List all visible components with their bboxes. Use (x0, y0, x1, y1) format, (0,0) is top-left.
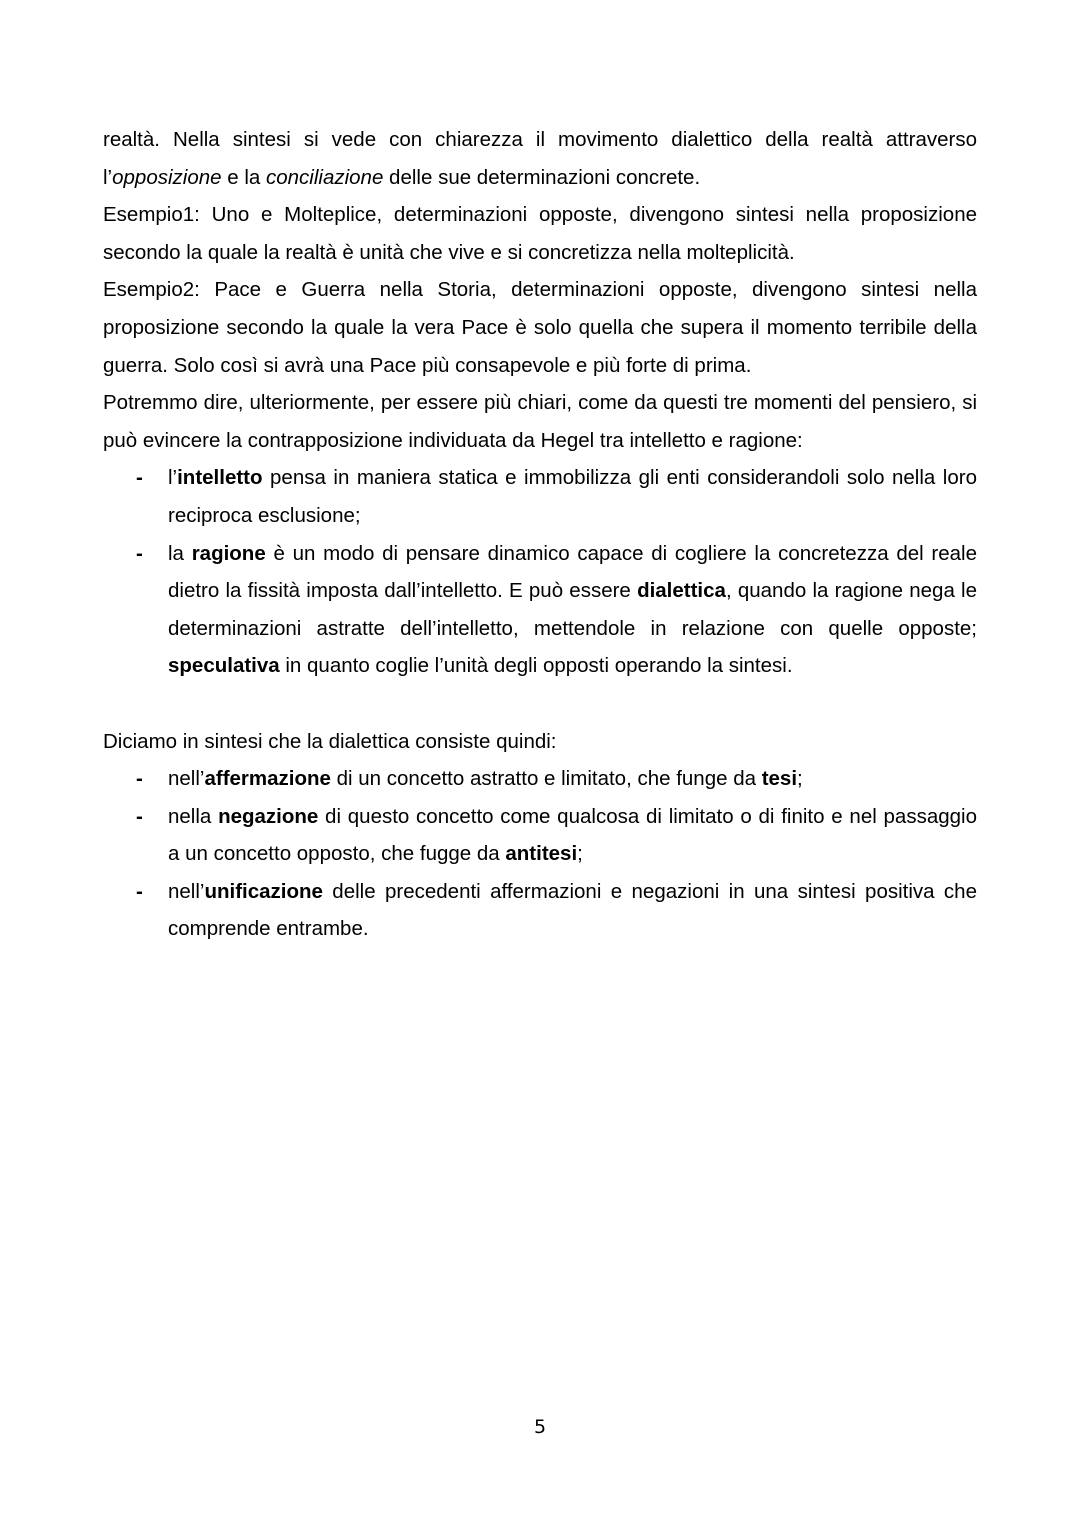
text-span: nell’ (168, 879, 205, 903)
bold-term-dialettica: dialettica (637, 579, 726, 603)
bold-term-ragione: ragione (191, 541, 266, 565)
italic-term-opposizione: opposizione (112, 165, 222, 189)
bold-term-negazione: negazione (218, 804, 319, 828)
text-span: delle sue determinazioni concrete. (383, 165, 701, 189)
example-1: Esempio1: Uno e Molteplice, determinazioni opposte, divengono sintesi nella proposizione secondo la quale la realtà è unità che vive e si concretizza nella molteplicità. (103, 203, 977, 264)
list-item-negazione (103, 798, 977, 873)
text-span: di un concetto astratto e limitato, che funge da (330, 767, 762, 791)
intro-paragraph: Potremmo dire, ulteriormente, per essere più chiari, come da questi tre momenti del pensiero, si può evincere la contrapposizione individuata da Hegel tra intelletto e ragione: (103, 391, 977, 452)
dialettica-moments-list (103, 760, 977, 948)
bold-term-affermazione: affermazione (204, 767, 331, 791)
text-span: in quanto coglie l’unità degli opposti operando la sintesi. (279, 654, 793, 678)
bold-term-unificazione: unificazione (204, 879, 323, 903)
text-span: pensa in maniera statica e immobilizza gli enti considerandoli solo nella loro reciproca esclusione; (168, 466, 977, 527)
bold-term-tesi: tesi (761, 767, 798, 791)
list-item-affermazione (103, 760, 977, 798)
list-item-intelletto (103, 459, 977, 534)
text-span: realtà. Nella sintesi si vede con chiarezza il movimento dialettico della realtà attraverso l’ (103, 128, 977, 189)
text-span: ; (577, 842, 583, 866)
text-span: nell’ (168, 767, 205, 791)
page-body (103, 121, 977, 948)
text-span: la (168, 541, 192, 565)
summary-intro: Diciamo in sintesi che la dialettica consiste quindi: (103, 729, 557, 753)
dash-bullet: - (136, 466, 143, 490)
text-span: è un modo di pensare dinamico capace di cogliere la concretezza del reale dietro la fissità imposta dall’intelletto. E può essere (168, 541, 977, 603)
bold-term-antitesi: antitesi (505, 842, 578, 866)
dash-bullet: - (136, 804, 143, 828)
bold-term-speculativa: speculativa (168, 654, 280, 678)
dash-bullet: - (136, 767, 143, 791)
text-span: di questo concetto come qualcosa di limitato o di finito e nel passaggio a un concetto opposto, che fugge da (168, 804, 977, 866)
paragraph-spacer (103, 685, 977, 723)
text-span: e la (221, 165, 266, 189)
bold-term-intelletto: intelletto (177, 466, 263, 490)
intelletto-ragione-list (103, 459, 977, 685)
list-item-unificazione (103, 873, 977, 948)
page-number: 5 (533, 1416, 547, 1438)
text-span: l’ (168, 466, 178, 490)
text-span: ; (797, 767, 803, 791)
dash-bullet: - (136, 879, 143, 903)
text-span: nella (168, 804, 219, 828)
paragraph-realta (103, 121, 977, 196)
dash-bullet: - (136, 541, 143, 565)
italic-term-conciliazione: conciliazione (265, 165, 384, 189)
list-item-ragione (103, 535, 977, 685)
text-span: , quando la ragione nega le determinazioni astratte dell’intelletto, mettendole in relazione con quelle opposte; (168, 579, 978, 640)
example-2: Esempio2: Pace e Guerra nella Storia, determinazioni opposte, divengono sintesi nella proposizione secondo la quale la vera Pace è solo quella che supera il momento terribile della guerra. Solo così si avrà una Pace più consapevole e più forte di prima. (103, 278, 977, 377)
text-span: delle precedenti affermazioni e negazioni in una sintesi positiva che comprende entrambe. (168, 879, 977, 941)
